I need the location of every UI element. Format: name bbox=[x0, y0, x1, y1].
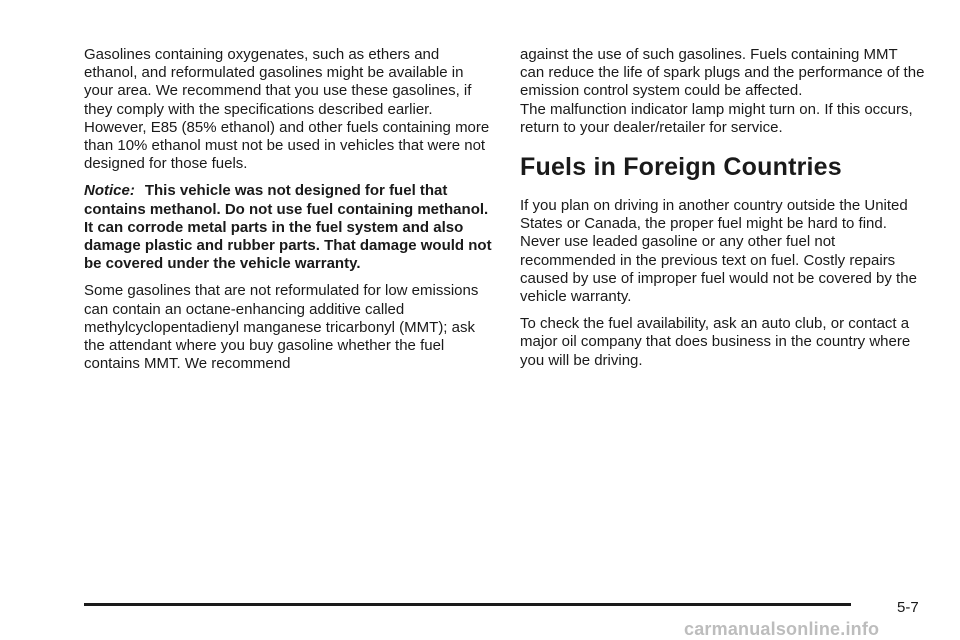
malfunction-lamp-paragraph: The malfunction indicator lamp might turn on. If this occurs, return to your dealer/retailer for service. bbox=[520, 100, 913, 136]
fuel-availability-paragraph: To check the fuel availability, ask an auto club, or contact a major oil company that does business in the country where you will be driving. bbox=[520, 315, 911, 369]
page-number: 5-7 bbox=[897, 599, 919, 616]
section-heading: Fuels in Foreign Countries bbox=[520, 153, 842, 182]
mmt-paragraph-continued: against the use of such gasolines. Fuels containing MMT can reduce the life of spark plugs and the performance of the emission control system could be affected. bbox=[520, 46, 925, 100]
notice-text: This vehicle was not designed for fuel that contains methanol. Do not use fuel containing methanol. It can corrode metal parts in the fuel system and also damage plastic and rubber parts. That damage would not be covered under the vehicle warranty. bbox=[84, 182, 492, 273]
notice-label: Notice: bbox=[84, 182, 135, 200]
mmt-paragraph: Some gasolines that are not reformulated for low emissions can contain an octane-enhancing additive called methylcyclopentadienyl manganese tricarbonyl (MMT); ask the attendant where you buy gasoline whether the fuel contains MMT. We recommend bbox=[84, 282, 479, 373]
watermark: carmanualsonline.info bbox=[684, 619, 880, 639]
foreign-countries-paragraph: If you plan on driving in another country outside the United States or Canada, the proper fuel might be hard to find. Never use leaded gasoline or any other fuel not recommended in the previous text on fuel. Costly repairs caused by use of improper fuel would not be covered by the vehicle warranty. bbox=[520, 197, 917, 306]
footer-rule bbox=[84, 603, 851, 606]
right-column bbox=[520, 46, 925, 379]
oxygenates-paragraph: Gasolines containing oxygenates, such as ethers and ethanol, and reformulated gasolines might be available in your area. We recommend that you use these gasolines, if they comply with the specifications described earlier. However, E85 (85% ethanol) and other fuels containing more than 10% ethanol must not be used in vehicles that were not designed for those fuels. bbox=[84, 46, 490, 173]
notice-block bbox=[84, 182, 494, 273]
left-column bbox=[84, 46, 494, 382]
